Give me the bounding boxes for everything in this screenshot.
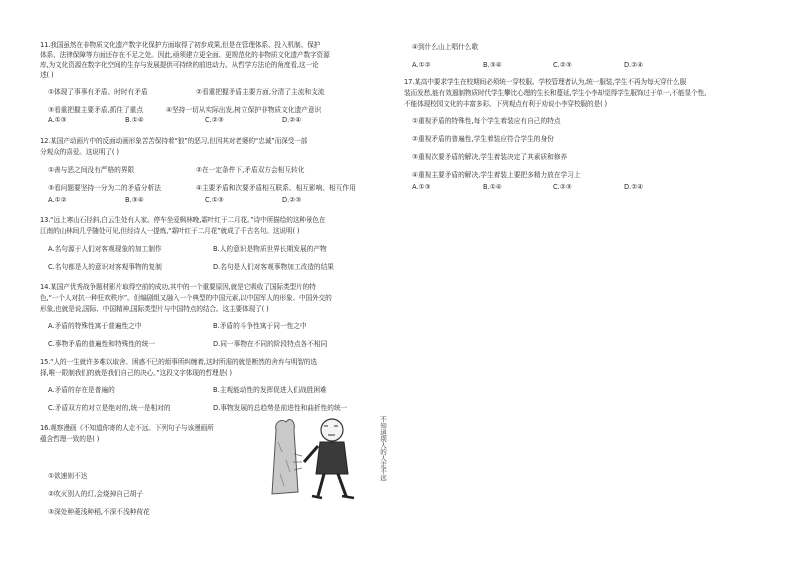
q14-option: A.矛盾的特殊性寓于普遍性之中 (48, 322, 142, 330)
q11-option: ②看重把握矛盾主要方面,分清了主流和支流 (196, 88, 325, 96)
q15-option: B.主观能动性的发挥促进人们战胜困难 (213, 386, 327, 394)
q12-option: ③看问题要坚持一分为二的矛盾分析法 (48, 184, 161, 192)
q11-option: ①体现了事事有矛盾、时时有矛盾 (48, 88, 148, 96)
q11-line: 体系、法律保障等方面还存在不足之处。因此,亟须建立更全面、更规范化的非物质文化遗产数字资源 (40, 51, 330, 59)
q15-line: 择,唯一限制我们的就是我们自己的决心。”这段文字体现的哲理是( ) (40, 369, 232, 377)
q12-choice: D.②③ (282, 196, 302, 204)
cartoon-caption-line: 不知道别人 (379, 416, 387, 449)
q17-option: ③重视次要矛盾的解决,学生着装决定了其素质和修养 (412, 153, 568, 161)
q13-option: A.名句源于人们对客观现象的加工制作 (48, 245, 162, 253)
q16-line: 蕴含哲理一致的是( ) (40, 435, 100, 443)
q15-option: C.矛盾双方的对立是绝对的,统一是相对的 (48, 404, 171, 412)
q16-option: ④到什么山上唱什么歌 (412, 43, 479, 51)
q16-choice: D.②④ (624, 61, 644, 69)
q17-line: 17.某高中要求学生在校期间必须统一穿校服。学校管理者认为,统一服装,学生不再为每天穿什么服 (404, 78, 687, 86)
q12-option: ②在一定条件下,矛盾双方会相互转化 (196, 166, 305, 174)
q16-option: ①欲速则不达 (48, 472, 88, 480)
q11-choice: D.②④ (282, 116, 302, 124)
q17-line: 装而发愁,能有效遏制物质时代学生攀比心理的生长和蔓延,学生小李却觉得学生服饰过于单一,不能显个性, (404, 89, 707, 97)
q13-option: D.名句是人们对客观事物加工改造的结果 (213, 263, 334, 271)
q12-choice: A.①② (48, 196, 67, 204)
q17-choice: C.②③ (553, 183, 572, 191)
q14-line: 形象,也就是说,国际、中国精神,国际类型片与中国特点的结合。这主要体现了( ) (40, 305, 269, 313)
q14-line: 色,“一个人对抗一种狂欢秩序”。但编剧组又融入一个典型的中国元素,以中国军人的形象、中国外交的 (40, 294, 332, 302)
q13-option: C.名句都是人的意识对客观事物的复制 (48, 263, 162, 271)
q12-choice: C.①③ (205, 196, 224, 204)
q17-option: ①重视矛盾的特殊性,每个学生着装应有自己的特点 (412, 117, 561, 125)
q14-option: B.矛盾的斗争性寓于同一性之中 (213, 322, 307, 330)
cartoon-caption (362, 416, 388, 481)
q16-option: ③深处种菱浅种稻,不深不浅种荷花 (48, 508, 150, 516)
q12-option: ④主要矛盾和次要矛盾相互联系、相互影响、相互作用 (196, 184, 356, 192)
q16-choice: B.③④ (483, 61, 502, 69)
q14-option: C.事物矛盾的普遍性和特殊性的统一 (48, 340, 156, 348)
q12-option: ①善与恶之间没有严格的界限 (48, 166, 135, 174)
q17-choice: D.②④ (624, 183, 644, 191)
q17-option: ②重视矛盾的普遍性,学生着装应符合学生的身份 (412, 135, 554, 143)
q12-line: 12.某国产动画片中的反面动画形象苦苦保持着“狼”的恶习,但因其对老婆的“忠诚”而深受一部 (40, 137, 308, 145)
q11-line: 库,为文化资源在数字化空间的生存与发展提供可持续的前进动力。从哲学方法论的角度看,这一论 (40, 61, 319, 69)
q14-option: D.同一事物在不同的阶段特点各不相同 (213, 340, 328, 348)
q15-option: A.矛盾的存在是普遍的 (48, 386, 115, 394)
q11-line: 11.我国虽然在非物质文化遗产数字化保护方面取得了初步成果,但是在管理体系、投入机制、保护 (40, 41, 321, 49)
q11-option: ④坚持一切从实际出发,树立保护非物质文化遗产意识 (166, 106, 322, 114)
q16-choice: A.①② (412, 61, 431, 69)
q15-option: D.事物发展的总趋势是前进性和曲折性的统一 (213, 404, 348, 412)
cartoon-caption-line: 的人走不远 (379, 448, 387, 481)
q13-line: 13.“远上寒山石径斜,白云生处有人家。停车坐爱枫林晚,霜叶红于二月花。”诗中所描绘的这种景色在 (40, 216, 326, 224)
q17-line: 不能体现校园文化的丰富多彩。下列观点有利于劝说小李穿校服的是( ) (404, 100, 608, 108)
q13-option: B.人的意识是物质世界长期发展的产物 (213, 245, 327, 253)
q11-choice: A.①③ (48, 116, 67, 124)
q17-choice: A.①③ (412, 183, 431, 191)
q15-line: 15.“人的一生就许多难以取舍、困惑不已的烦事所纠缠着,这时所需的就是断然的舍弃与明智的选 (40, 358, 317, 366)
q13-line: 江南的山林间几乎随处可见,但经诗人一提炼,“霜叶红于二月花”就成了千古名句。这说明( ) (40, 227, 300, 235)
cartoon-illustration (268, 412, 388, 504)
q11-choice: B.①④ (125, 116, 144, 124)
q12-line: 分观众的喜爱。这说明了( ) (40, 148, 119, 156)
q11-option: ③看重把握主要矛盾,抓住了重点 (48, 106, 144, 114)
q14-line: 14.某国产优秀战争题材影片取得空前的成功,其中的一个重要原因,就是它吸收了国际类型片的特 (40, 283, 316, 291)
q17-choice: B.①④ (483, 183, 502, 191)
q11-line: 述( ) (40, 71, 54, 79)
q12-choice: B.③④ (125, 196, 144, 204)
q17-option: ④重视主要矛盾的解决,学生着装上要把多精力放在学习上 (412, 171, 581, 179)
q16-option: ②吹灭别人的灯,会烧掉自己胡子 (48, 490, 144, 498)
q16-line: 16.观察漫画《不知道你寄的人走不远。下列句子与该漫画所 (40, 424, 214, 432)
q16-choice: C.②③ (553, 61, 572, 69)
q11-choice: C.②③ (205, 116, 224, 124)
